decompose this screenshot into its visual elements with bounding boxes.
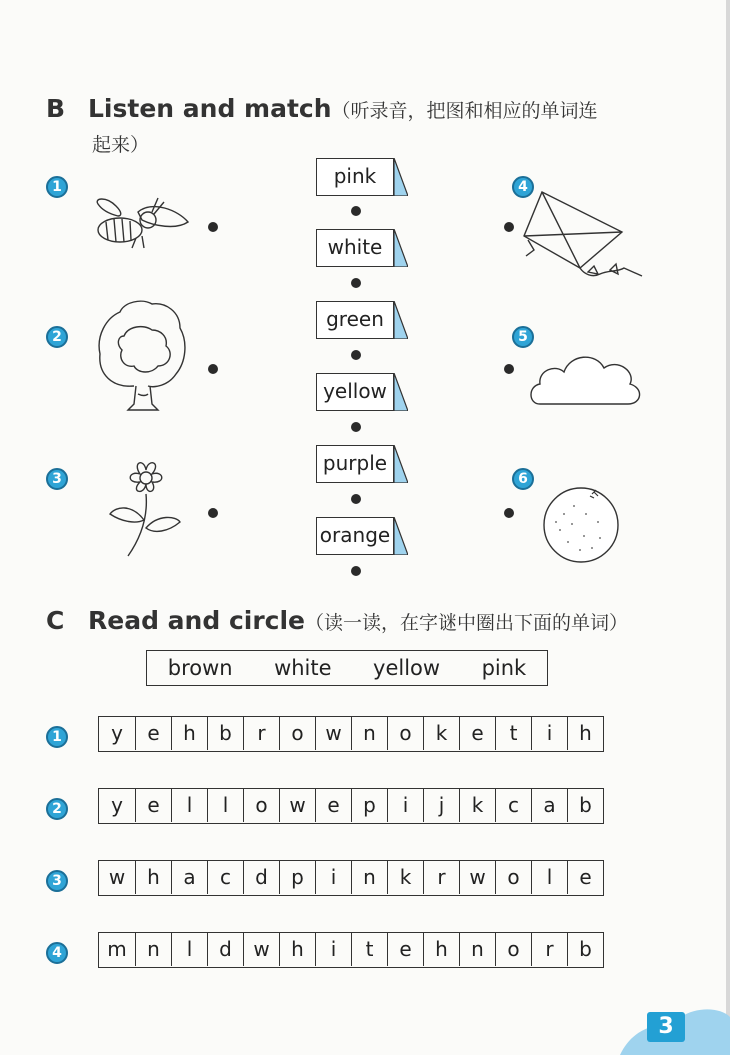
letter-cell[interactable]: e xyxy=(459,717,495,750)
word-card-white xyxy=(316,229,408,267)
word-bank-item: yellow xyxy=(373,656,441,680)
letter-cell[interactable]: l xyxy=(171,789,207,822)
word-card-orange xyxy=(316,517,408,555)
match-dot[interactable] xyxy=(351,278,361,288)
letter-cell[interactable]: a xyxy=(171,861,207,894)
number-badge-1: 1 xyxy=(46,726,68,748)
letter-cell[interactable]: r xyxy=(243,717,279,750)
letter-cell[interactable]: b xyxy=(567,933,603,966)
number-badge-1: 1 xyxy=(46,176,68,198)
section-c-heading xyxy=(46,606,726,635)
letter-cell[interactable]: d xyxy=(243,861,279,894)
letter-cell[interactable]: h xyxy=(567,717,603,750)
number-badge-2: 2 xyxy=(46,798,68,820)
letter-cell[interactable]: i xyxy=(315,933,351,966)
letter-cell[interactable]: e xyxy=(567,861,603,894)
letter-cell[interactable]: w xyxy=(315,717,351,750)
word-card-green xyxy=(316,301,408,339)
cloud-icon xyxy=(526,346,644,408)
match-dot[interactable] xyxy=(351,422,361,432)
section-title: Read and circle xyxy=(88,606,306,635)
letter-cell[interactable]: k xyxy=(387,861,423,894)
letter-cell[interactable]: y xyxy=(111,793,123,817)
section-instruction: （听录音，把图和相应的单词连 xyxy=(331,100,598,122)
bee-icon xyxy=(92,192,192,254)
letter-cell[interactable]: t xyxy=(351,933,387,966)
word-bank-item: brown xyxy=(167,656,233,680)
letter-cell[interactable]: h xyxy=(135,861,171,894)
match-dot[interactable] xyxy=(351,494,361,504)
section-b-heading xyxy=(46,92,686,162)
word-card-label: pink xyxy=(316,158,394,196)
match-dot[interactable] xyxy=(351,350,361,360)
letter-cell[interactable]: r xyxy=(423,861,459,894)
letter-cell[interactable]: i xyxy=(387,789,423,822)
letter-cell[interactable]: k xyxy=(423,717,459,750)
letter-cell[interactable]: a xyxy=(531,789,567,822)
letter-cell[interactable]: c xyxy=(207,861,243,894)
word-card-label: purple xyxy=(316,445,394,483)
letter-cell[interactable]: o xyxy=(279,717,315,750)
section-letter: C xyxy=(46,606,65,635)
letter-cell[interactable]: e xyxy=(315,789,351,822)
letter-cell[interactable]: l xyxy=(207,789,243,822)
word-bank-item: pink xyxy=(481,656,527,680)
section-instruction: （读一读，在字谜中圈出下面的单词） xyxy=(305,612,629,634)
match-dot[interactable] xyxy=(208,508,218,518)
puzzle-row-3 xyxy=(98,860,604,896)
letter-cell[interactable]: o xyxy=(495,861,531,894)
letter-cell[interactable]: o xyxy=(387,717,423,750)
page-edge xyxy=(726,0,730,1055)
match-dot[interactable] xyxy=(208,222,218,232)
kite-icon xyxy=(518,186,644,282)
letter-cell[interactable]: w xyxy=(459,861,495,894)
puzzle-row-2 xyxy=(98,788,604,824)
orange-icon xyxy=(540,484,622,564)
letter-cell[interactable]: d xyxy=(207,933,243,966)
letter-cell[interactable]: h xyxy=(279,933,315,966)
letter-cell[interactable]: j xyxy=(423,789,459,822)
number-badge-6: 6 xyxy=(512,468,534,490)
match-dot[interactable] xyxy=(504,222,514,232)
word-card-yellow xyxy=(316,373,408,411)
match-dot[interactable] xyxy=(504,508,514,518)
letter-cell[interactable]: l xyxy=(171,933,207,966)
letter-cell[interactable]: h xyxy=(171,717,207,750)
flower-icon xyxy=(106,456,186,562)
word-card-label: orange xyxy=(316,517,394,555)
letter-cell[interactable]: l xyxy=(531,861,567,894)
letter-cell[interactable]: m xyxy=(107,937,127,961)
match-dot[interactable] xyxy=(504,364,514,374)
word-bank xyxy=(146,650,548,686)
letter-cell[interactable]: c xyxy=(495,789,531,822)
letter-cell[interactable]: w xyxy=(243,933,279,966)
match-dot[interactable] xyxy=(351,206,361,216)
letter-cell[interactable]: b xyxy=(567,789,603,822)
letter-cell[interactable]: t xyxy=(495,717,531,750)
letter-cell[interactable]: e xyxy=(387,933,423,966)
letter-cell[interactable]: b xyxy=(207,717,243,750)
word-card-label: green xyxy=(316,301,394,339)
match-dot[interactable] xyxy=(208,364,218,374)
letter-cell[interactable]: w xyxy=(279,789,315,822)
number-badge-4: 4 xyxy=(512,176,534,198)
match-dot[interactable] xyxy=(351,566,361,576)
puzzle-row-4 xyxy=(98,932,604,968)
letter-cell[interactable]: i xyxy=(315,861,351,894)
word-card-purple xyxy=(316,445,408,483)
word-card-pink xyxy=(316,158,408,196)
section-title: Listen and match xyxy=(88,94,332,123)
letter-cell[interactable]: p xyxy=(351,789,387,822)
letter-cell[interactable]: w xyxy=(108,865,126,889)
number-badge-4: 4 xyxy=(46,942,68,964)
letter-cell[interactable]: r xyxy=(531,933,567,966)
puzzle-row-1 xyxy=(98,716,604,752)
letter-cell[interactable]: k xyxy=(459,789,495,822)
letter-cell[interactable]: p xyxy=(279,861,315,894)
letter-cell[interactable]: e xyxy=(135,717,171,750)
letter-cell[interactable]: n xyxy=(351,861,387,894)
letter-cell[interactable]: y xyxy=(111,721,123,745)
section-letter: B xyxy=(46,94,66,123)
letter-cell[interactable]: e xyxy=(135,789,171,822)
letter-cell[interactable]: h xyxy=(423,933,459,966)
word-card-label: yellow xyxy=(316,373,394,411)
word-bank-item: white xyxy=(274,656,332,680)
number-badge-5: 5 xyxy=(512,326,534,348)
letter-cell[interactable]: o xyxy=(243,789,279,822)
word-card-label: white xyxy=(316,229,394,267)
letter-cell[interactable]: n xyxy=(135,933,171,966)
number-badge-3: 3 xyxy=(46,468,68,490)
number-badge-2: 2 xyxy=(46,326,68,348)
tree-icon xyxy=(94,296,190,414)
number-badge-3: 3 xyxy=(46,870,68,892)
letter-cell[interactable]: n xyxy=(459,933,495,966)
section-instruction-cont: 起来） xyxy=(92,134,150,156)
letter-cell[interactable]: i xyxy=(531,717,567,750)
page-number: 3 xyxy=(647,1012,685,1042)
letter-cell[interactable]: o xyxy=(495,933,531,966)
letter-cell[interactable]: n xyxy=(351,717,387,750)
